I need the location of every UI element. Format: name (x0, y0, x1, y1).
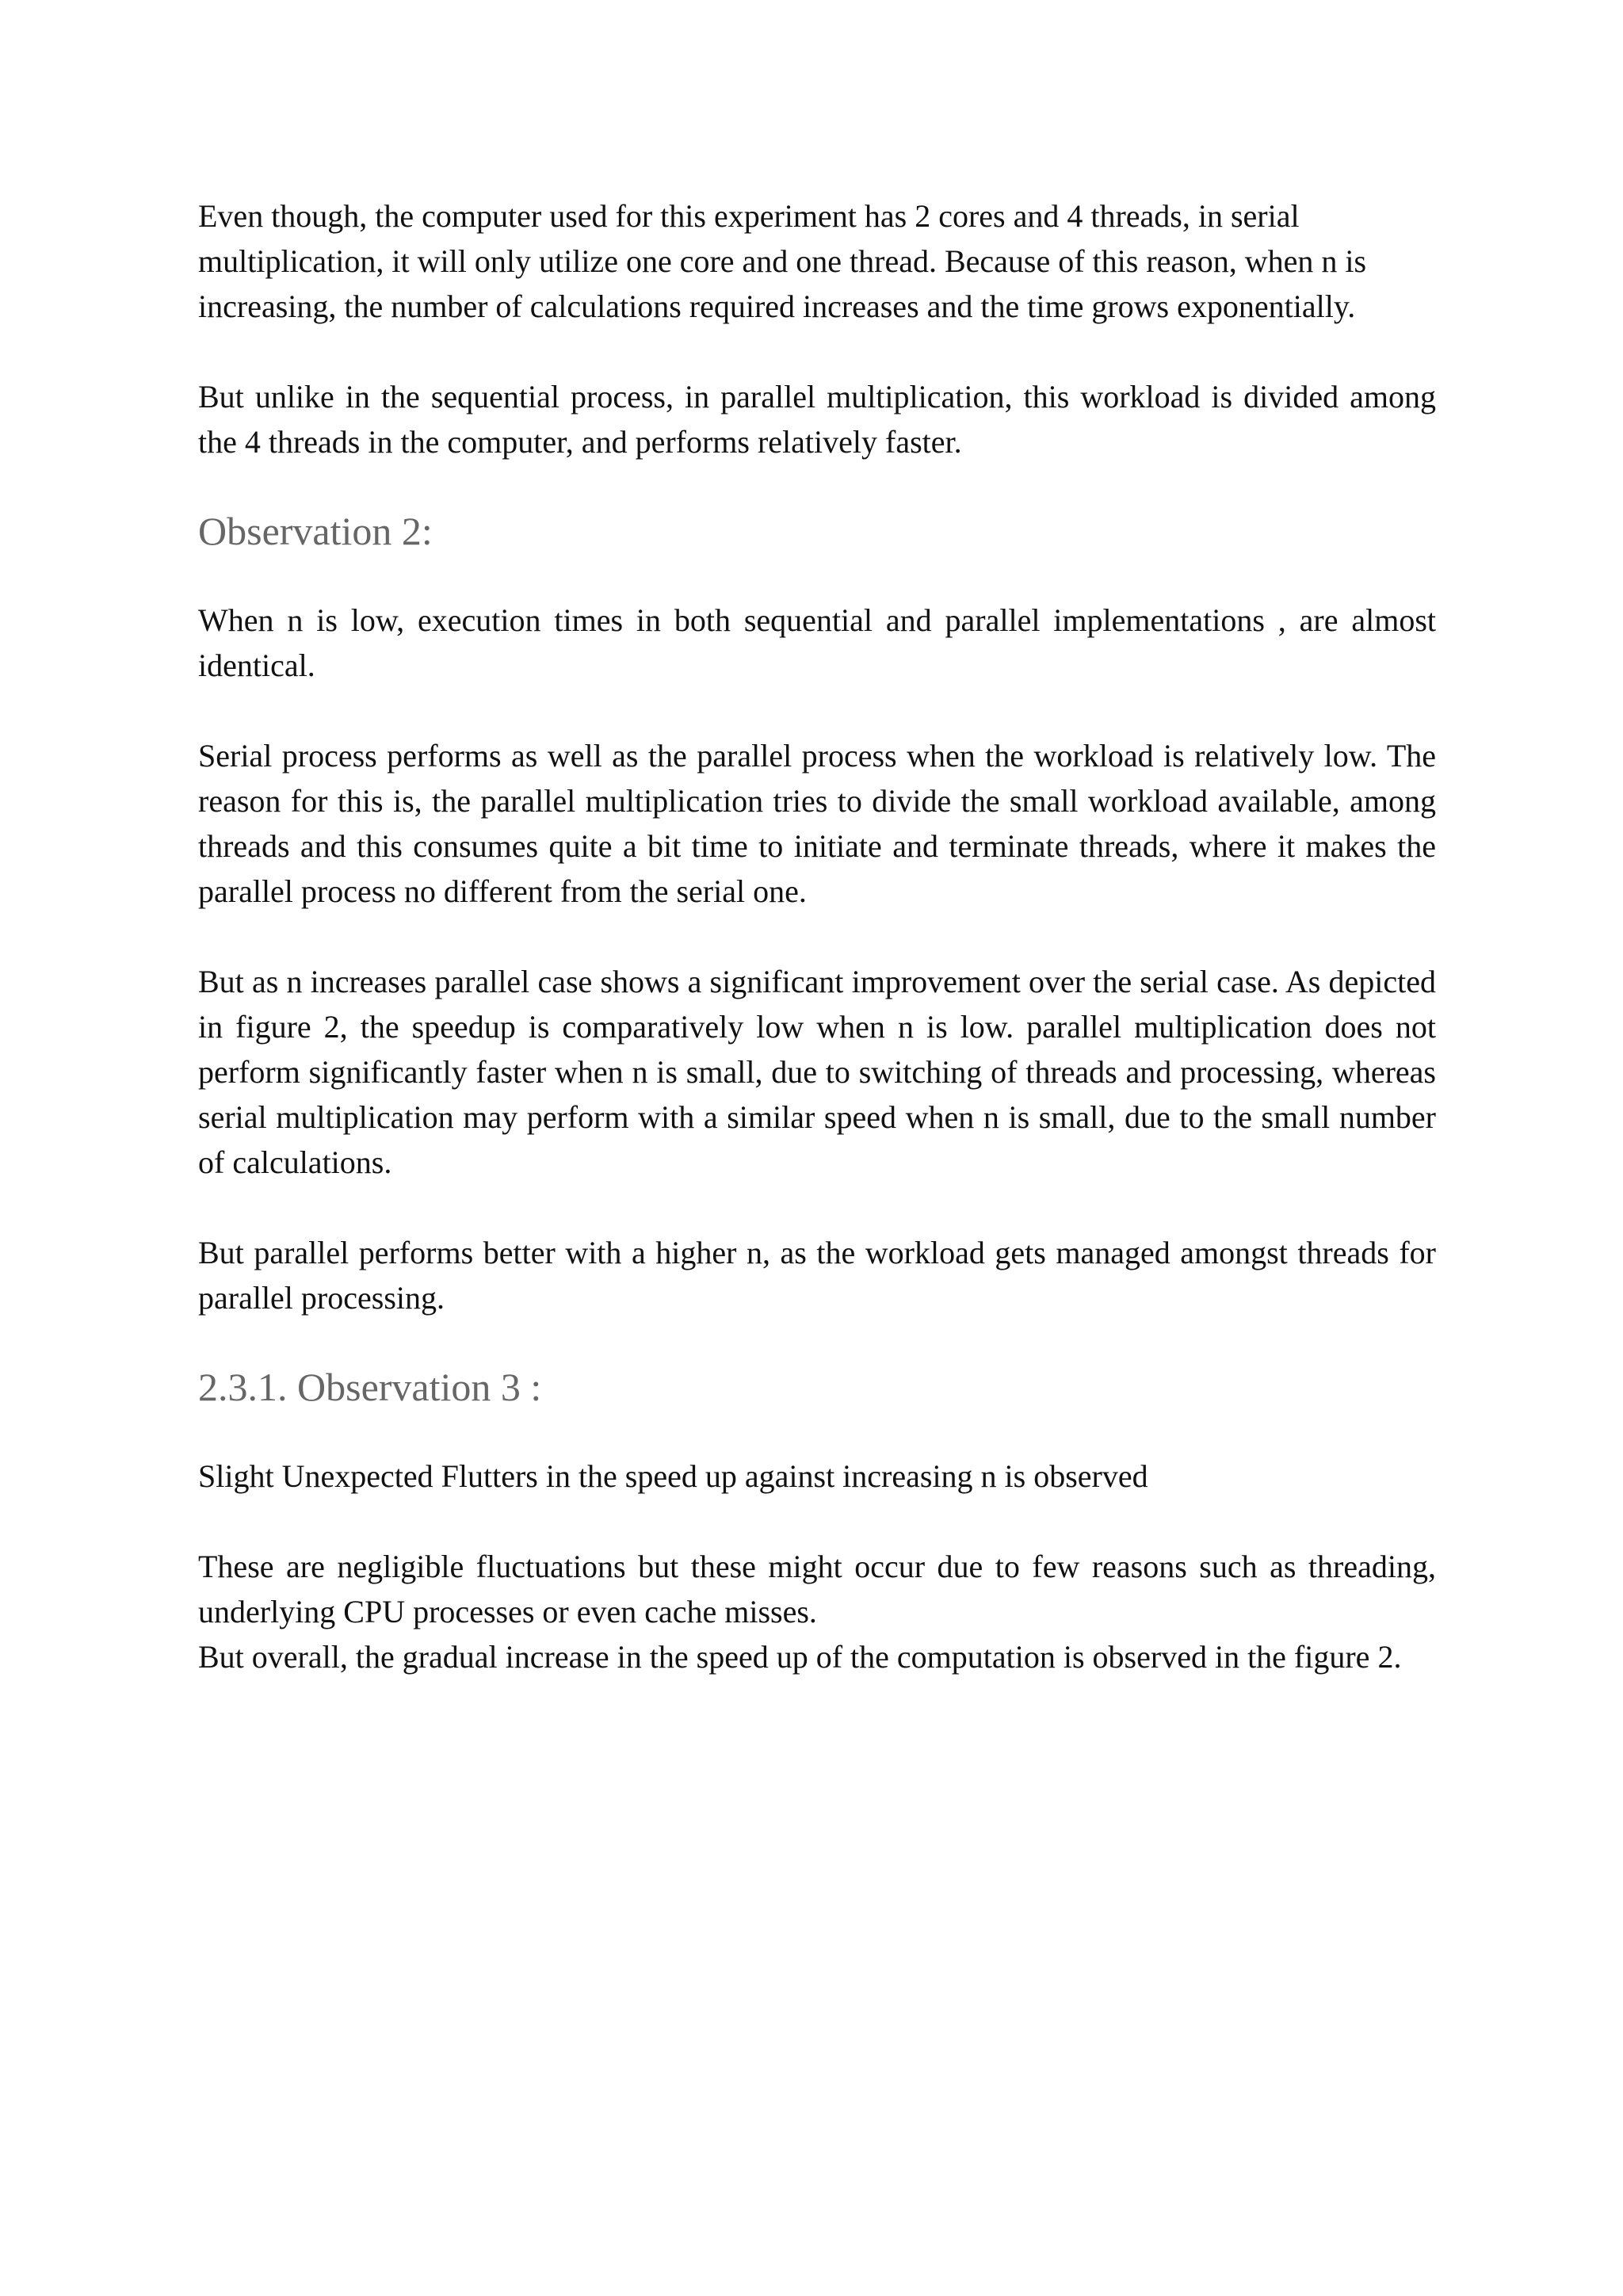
paragraph-higher-n: But parallel performs better with a higher n, as the workload gets managed amongst threads for parallel processing. (198, 1235, 1436, 1316)
heading-observation-3: 2.3.1. Observation 3 : (198, 1365, 542, 1409)
paragraph-overall-increase: But overall, the gradual increase in the speed up of the computation is observed in the figure 2. (198, 1639, 1402, 1675)
document-body (198, 193, 1436, 1679)
paragraph-flutters: Slight Unexpected Flutters in the speed up against increasing n is observed (198, 1458, 1148, 1494)
heading-observation-2: Observation 2: (198, 509, 433, 553)
paragraph-fluctuations: These are negligible fluctuations but these might occur due to few reasons such as threading, underlying CPU processes or even cache misses. (198, 1549, 1436, 1629)
paragraph-serial-performance: Serial process performs as well as the parallel process when the workload is relatively low. The reason for this is, the parallel multiplication tries to divide the small workload available, among threads and this consumes quite a bit time to initiate and terminate threads, where it makes the parallel process no different from the serial one. (198, 738, 1436, 909)
paragraph-serial-cores: Even though, the computer used for this experiment has 2 cores and 4 threads, in serial multiplication, it will only utilize one core and one thread. Because of this reason, when n is increasing, the number of calculations required increases and the time grows exponentially. (198, 198, 1367, 324)
paragraph-parallel-threads: But unlike in the sequential process, in parallel multiplication, this workload is divided among the 4 threads in the computer, and performs relatively faster. (198, 379, 1436, 460)
paragraph-speedup-improvement: But as n increases parallel case shows a significant improvement over the serial case. As depicted in figure 2, the speedup is comparatively low when n is low. parallel multiplication does not perform significantly faster when n is small, due to switching of threads and processing, whereas serial multiplication may perform with a similar speed when n is small, due to the small number of calculations. (198, 964, 1436, 1180)
paragraph-low-n: When n is low, execution times in both sequential and parallel implementations , are almost identical. (198, 602, 1436, 683)
